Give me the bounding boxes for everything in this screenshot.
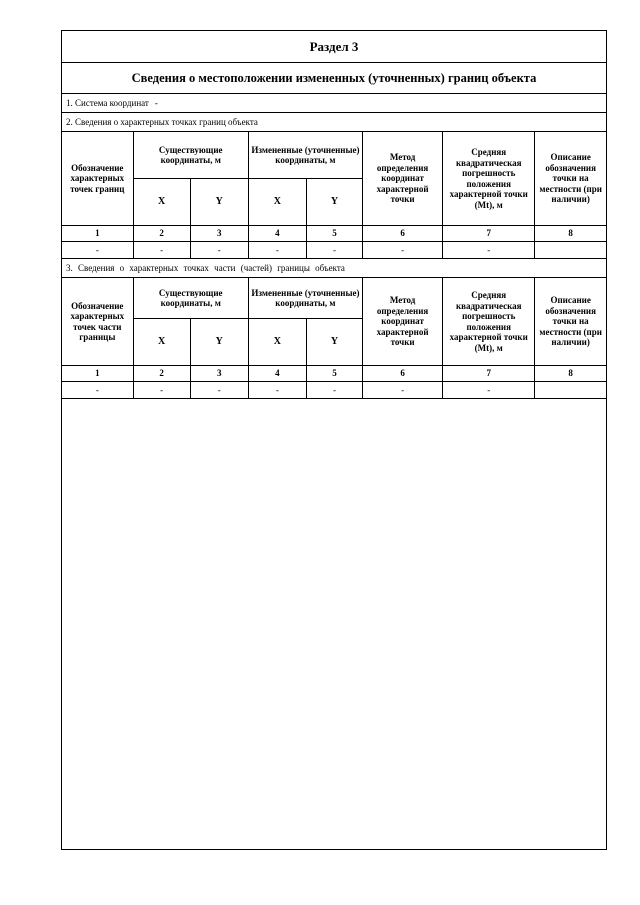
header-changed-x: X bbox=[248, 179, 306, 226]
column-number: 2 bbox=[133, 366, 190, 382]
column-number-row bbox=[62, 226, 606, 242]
table-cell: - bbox=[190, 382, 248, 399]
column-number: 1 bbox=[62, 226, 133, 242]
header-existing: Существующие координаты, м bbox=[133, 278, 248, 319]
section-subtitle: Сведения о местоположении измененных (уточненных) границ объекта bbox=[62, 63, 606, 94]
coordinate-system-label: 1. Система координат bbox=[66, 98, 149, 108]
header-method: Метод определения координат характерной точки bbox=[363, 278, 443, 366]
header-error: Средняя квадратическая погрешность положения характерной точки (Mt), м bbox=[443, 132, 535, 226]
header-error: Средняя квадратическая погрешность положения характерной точки (Mt), м bbox=[443, 278, 535, 366]
table-cell: - bbox=[62, 382, 133, 399]
column-number: 2 bbox=[133, 226, 190, 242]
table-cell: - bbox=[248, 382, 306, 399]
table-cell: - bbox=[133, 242, 190, 259]
header-method: Метод определения координат характерной точки bbox=[363, 132, 443, 226]
column-number: 3 bbox=[190, 366, 248, 382]
table-cell: - bbox=[248, 242, 306, 259]
table-cell: - bbox=[363, 242, 443, 259]
header-changed-y: Y bbox=[306, 319, 362, 366]
column-number: 6 bbox=[363, 226, 443, 242]
table-cell bbox=[535, 382, 606, 399]
header-changed: Измененные (уточненные) координаты, м bbox=[248, 132, 362, 179]
column-number: 7 bbox=[443, 226, 535, 242]
table-row bbox=[62, 382, 606, 399]
header-description: Описание обозначения точки на местности (при наличии) bbox=[535, 132, 606, 226]
table-cell: - bbox=[443, 242, 535, 259]
table-cell: - bbox=[62, 242, 133, 259]
table-cell: - bbox=[306, 242, 362, 259]
table-cell: - bbox=[133, 382, 190, 399]
column-number: 4 bbox=[248, 226, 306, 242]
column-number: 3 bbox=[190, 226, 248, 242]
column-number: 6 bbox=[363, 366, 443, 382]
header-changed-x: X bbox=[248, 319, 306, 366]
header-existing-x: X bbox=[133, 179, 190, 226]
header-existing-y: Y bbox=[190, 179, 248, 226]
header-changed-y: Y bbox=[306, 179, 362, 226]
column-number: 8 bbox=[535, 366, 606, 382]
header-description: Описание обозначения точки на местности (при наличии) bbox=[535, 278, 606, 366]
table-cell bbox=[535, 242, 606, 259]
column-number: 5 bbox=[306, 226, 362, 242]
column-number: 8 bbox=[535, 226, 606, 242]
header-changed: Измененные (уточненные) координаты, м bbox=[248, 278, 362, 319]
section-title: Раздел 3 bbox=[62, 31, 606, 63]
document-frame bbox=[61, 30, 607, 850]
column-number: 4 bbox=[248, 366, 306, 382]
coordinate-system-line bbox=[62, 94, 606, 113]
header-existing-x: X bbox=[133, 319, 190, 366]
table-row bbox=[62, 242, 606, 259]
table-cell: - bbox=[363, 382, 443, 399]
header-designation: Обозначение характерных точек границ bbox=[62, 132, 133, 226]
header-existing: Существующие координаты, м bbox=[133, 132, 248, 179]
column-number: 1 bbox=[62, 366, 133, 382]
column-number-row bbox=[62, 366, 606, 382]
part1-heading: 2. Сведения о характерных точках границ объекта bbox=[62, 113, 606, 132]
part1-table bbox=[62, 132, 606, 259]
column-number: 5 bbox=[306, 366, 362, 382]
header-existing-y: Y bbox=[190, 319, 248, 366]
part2-table bbox=[62, 278, 606, 399]
part2-heading: 3. Сведения о характерных точках части (частей) границы объекта bbox=[62, 259, 606, 278]
table-cell: - bbox=[306, 382, 362, 399]
header-designation: Обозначение характерных точек части границы bbox=[62, 278, 133, 366]
coordinate-system-value: - bbox=[154, 98, 158, 108]
table-cell: - bbox=[190, 242, 248, 259]
column-number: 7 bbox=[443, 366, 535, 382]
table-cell: - bbox=[443, 382, 535, 399]
